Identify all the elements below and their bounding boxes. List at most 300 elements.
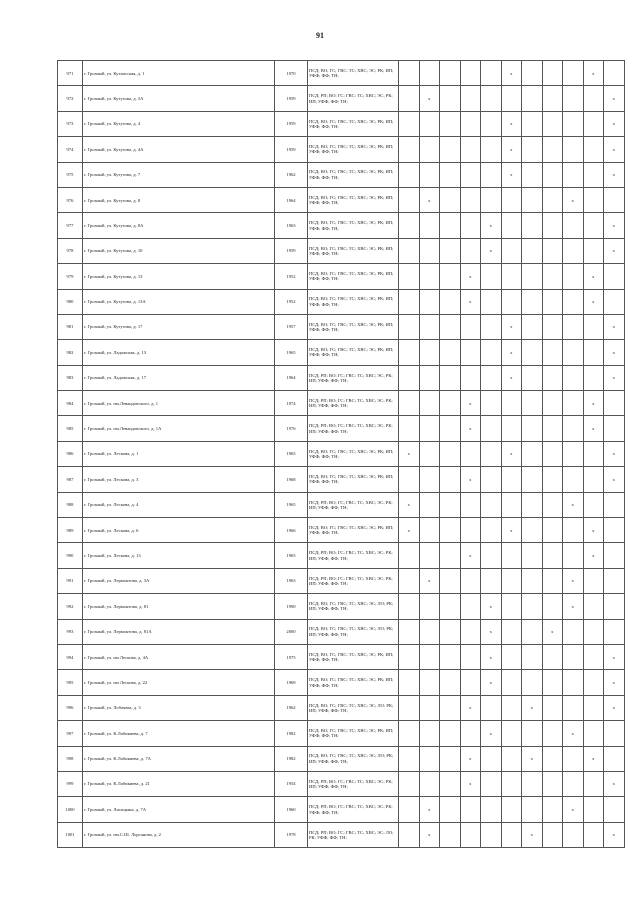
mark-cell	[419, 619, 440, 644]
work-types-cell: ПСД; ВО; ГС; ГВС; ТС; ХВС; ЭС; РК; ИП; УФФ; ФФ; ТН;	[308, 670, 399, 695]
work-types-cell: ПСД; ВО; ГС; ГВС; ТС; ХВС; ЭС; ЛО; РК; ИП; УФФ; ФФ; ТН;	[308, 695, 399, 720]
mark-cell: x	[481, 644, 502, 669]
mark-cell: x	[460, 467, 481, 492]
year-built-cell: 1959	[275, 111, 308, 136]
address-cell: г. Грозный, ул. Ладожская, д. 13	[83, 340, 275, 365]
mark-cell	[522, 797, 543, 822]
work-types-cell: ПСД; ВО; ГС; ГВС; ТС; ХВС; ЭС; РК; ИП; УФФ; ФФ; ТН;	[308, 467, 399, 492]
mark-cell	[542, 213, 563, 238]
mark-cell	[542, 111, 563, 136]
work-types-cell: ПСД; РП; ВО; ГС; ГВС; ТС; ХВС; ЭС; РК; ИП; УФФ; ФФ; ТН;	[308, 568, 399, 593]
mark-cell	[604, 61, 625, 86]
mark-cell	[399, 340, 420, 365]
mark-cell: x	[501, 518, 522, 543]
mark-cell	[440, 86, 461, 111]
mark-cell: x	[460, 543, 481, 568]
mark-cell	[501, 721, 522, 746]
work-types-cell: ПСД; РП; ВО; ГС; ГВС; ТС; ХВС; ЭС; РК; ИП; УФФ; ФФ; ТН;	[308, 365, 399, 390]
mark-cell	[522, 162, 543, 187]
mark-cell	[501, 822, 522, 847]
year-built-cell: 1965	[275, 340, 308, 365]
mark-cell	[440, 492, 461, 517]
mark-cell	[440, 518, 461, 543]
mark-cell: x	[583, 518, 604, 543]
year-built-cell: 1952	[275, 289, 308, 314]
mark-cell	[501, 543, 522, 568]
mark-cell	[440, 695, 461, 720]
work-types-cell: ПСД; ВО; ГС; ГВС; ТС; ХВС; ЭС; РК; ИП; УФФ; ФФ; ТН;	[308, 441, 399, 466]
mark-cell	[501, 619, 522, 644]
mark-cell	[399, 137, 420, 162]
mark-cell	[399, 467, 420, 492]
mark-cell	[501, 568, 522, 593]
year-built-cell: 1965	[275, 441, 308, 466]
row-number-cell: 996	[58, 695, 83, 720]
mark-cell	[481, 518, 502, 543]
mark-cell	[604, 492, 625, 517]
mark-cell: x	[604, 137, 625, 162]
mark-cell	[583, 619, 604, 644]
mark-cell	[542, 492, 563, 517]
mark-cell	[419, 644, 440, 669]
mark-cell: x	[604, 365, 625, 390]
mark-cell: x	[604, 695, 625, 720]
mark-cell	[583, 86, 604, 111]
mark-cell	[542, 238, 563, 263]
mark-cell	[460, 568, 481, 593]
mark-cell	[481, 797, 502, 822]
table-row	[58, 594, 625, 619]
mark-cell	[522, 187, 543, 212]
mark-cell	[604, 568, 625, 593]
mark-cell	[583, 340, 604, 365]
mark-cell	[481, 441, 502, 466]
mark-cell	[399, 619, 420, 644]
mark-cell	[419, 492, 440, 517]
mark-cell	[604, 416, 625, 441]
mark-cell	[399, 187, 420, 212]
mark-cell	[399, 695, 420, 720]
mark-cell	[460, 61, 481, 86]
mark-cell	[604, 289, 625, 314]
mark-cell	[399, 213, 420, 238]
mark-cell	[522, 543, 543, 568]
mark-cell	[460, 518, 481, 543]
mark-cell	[399, 797, 420, 822]
mark-cell	[563, 746, 584, 771]
mark-cell	[542, 340, 563, 365]
mark-cell	[583, 771, 604, 796]
mark-cell	[583, 695, 604, 720]
year-built-cell: 1982	[275, 721, 308, 746]
mark-cell	[440, 670, 461, 695]
mark-cell: x	[501, 441, 522, 466]
work-types-cell: ПСД; ВО; ГС; ГВС; ТС; ХВС; ЭС; РК; ИП; УФФ; ФФ; ТН;	[308, 289, 399, 314]
mark-cell	[522, 518, 543, 543]
mark-cell	[419, 416, 440, 441]
mark-cell	[481, 568, 502, 593]
mark-cell	[460, 137, 481, 162]
mark-cell	[399, 822, 420, 847]
table-row	[58, 441, 625, 466]
mark-cell	[460, 619, 481, 644]
mark-cell: x	[399, 518, 420, 543]
mark-cell	[522, 568, 543, 593]
mark-cell	[440, 822, 461, 847]
mark-cell	[522, 238, 543, 263]
mark-cell	[460, 822, 481, 847]
mark-cell: x	[583, 543, 604, 568]
mark-cell	[563, 111, 584, 136]
mark-cell	[501, 771, 522, 796]
mark-cell	[440, 797, 461, 822]
row-number-cell: 991	[58, 568, 83, 593]
mark-cell: x	[583, 391, 604, 416]
mark-cell	[542, 86, 563, 111]
mark-cell: x	[563, 568, 584, 593]
mark-cell	[440, 162, 461, 187]
row-number-cell: 994	[58, 644, 83, 669]
mark-cell	[542, 289, 563, 314]
mark-cell: x	[583, 264, 604, 289]
table-row	[58, 213, 625, 238]
address-cell: г. Грозный, ул. Лескова, д. 1	[83, 441, 275, 466]
mark-cell: x	[419, 822, 440, 847]
mark-cell	[481, 365, 502, 390]
mark-cell: x	[604, 771, 625, 796]
table-row	[58, 289, 625, 314]
year-built-cell: 2000	[275, 619, 308, 644]
address-cell: г. Грозный, ул. Кутузова, д. 4	[83, 111, 275, 136]
work-types-cell: ПСД; РП; ВО; ГС; ГВС; ТС; ХВС; ЭС; ЛО; РК; УФФ; ФФ; ТН;	[308, 822, 399, 847]
table-row	[58, 518, 625, 543]
mark-cell	[440, 771, 461, 796]
address-cell: г. Грозный, ул. им.Левандовского, д. 1А	[83, 416, 275, 441]
address-cell: г. Грозный, ул. Кутузова, д. 10	[83, 238, 275, 263]
registry-table-body	[58, 61, 625, 848]
mark-cell	[542, 162, 563, 187]
mark-cell: x	[563, 187, 584, 212]
mark-cell	[481, 492, 502, 517]
mark-cell	[522, 314, 543, 339]
mark-cell: x	[604, 644, 625, 669]
mark-cell	[583, 644, 604, 669]
mark-cell	[583, 365, 604, 390]
row-number-cell: 998	[58, 746, 83, 771]
mark-cell	[440, 746, 461, 771]
mark-cell	[563, 391, 584, 416]
mark-cell	[522, 340, 543, 365]
mark-cell: x	[604, 86, 625, 111]
mark-cell	[563, 162, 584, 187]
mark-cell	[501, 391, 522, 416]
mark-cell	[440, 543, 461, 568]
mark-cell: x	[563, 594, 584, 619]
mark-cell	[481, 162, 502, 187]
mark-cell: x	[460, 416, 481, 441]
year-built-cell: 1952	[275, 264, 308, 289]
mark-cell	[583, 721, 604, 746]
mark-cell	[419, 695, 440, 720]
address-cell: г. Грозный, ул. Лескова, д. 13	[83, 543, 275, 568]
mark-cell: x	[419, 187, 440, 212]
mark-cell	[542, 670, 563, 695]
mark-cell: x	[501, 340, 522, 365]
mark-cell	[399, 365, 420, 390]
mark-cell	[583, 797, 604, 822]
work-types-cell: ПСД; ВО; ГС; ГВС; ТС; ХВС; ЭС; РК; ИП; УФФ; ФФ; ТН;	[308, 61, 399, 86]
mark-cell	[563, 61, 584, 86]
mark-cell: x	[604, 238, 625, 263]
table-row	[58, 822, 625, 847]
mark-cell	[501, 594, 522, 619]
mark-cell	[604, 746, 625, 771]
mark-cell: x	[522, 822, 543, 847]
row-number-cell: 983	[58, 365, 83, 390]
table-row	[58, 467, 625, 492]
mark-cell	[460, 111, 481, 136]
mark-cell: x	[501, 314, 522, 339]
row-number-cell: 986	[58, 441, 83, 466]
mark-cell	[399, 111, 420, 136]
address-cell: г. Грозный, ул. Кутузова, д. 8А	[83, 213, 275, 238]
row-number-cell: 978	[58, 238, 83, 263]
year-built-cell: 1978	[275, 822, 308, 847]
mark-cell	[563, 416, 584, 441]
mark-cell	[440, 416, 461, 441]
year-built-cell: 1969	[275, 670, 308, 695]
year-built-cell: 1965	[275, 543, 308, 568]
mark-cell	[563, 314, 584, 339]
mark-cell	[604, 797, 625, 822]
mark-cell	[399, 416, 420, 441]
mark-cell	[604, 264, 625, 289]
row-number-cell: 974	[58, 137, 83, 162]
mark-cell	[460, 721, 481, 746]
mark-cell	[501, 746, 522, 771]
address-cell: г. Грозный, ул. Лобачева, д. 3	[83, 695, 275, 720]
mark-cell	[542, 797, 563, 822]
mark-cell	[460, 86, 481, 111]
address-cell: г. Грозный, ул. Кутузова, д. 13А	[83, 289, 275, 314]
mark-cell	[563, 771, 584, 796]
table-row	[58, 746, 625, 771]
mark-cell	[481, 264, 502, 289]
mark-cell	[563, 619, 584, 644]
year-built-cell: 1959	[275, 238, 308, 263]
address-cell: г. Грозный, ул. Лескова, д. 3	[83, 467, 275, 492]
table-row	[58, 619, 625, 644]
address-cell: г. Грозный, ул. Кутузова, д. 13	[83, 264, 275, 289]
mark-cell	[481, 467, 502, 492]
mark-cell: x	[604, 111, 625, 136]
mark-cell	[583, 594, 604, 619]
mark-cell: x	[522, 746, 543, 771]
mark-cell: x	[604, 314, 625, 339]
mark-cell	[501, 670, 522, 695]
mark-cell	[419, 264, 440, 289]
mark-cell: x	[501, 61, 522, 86]
address-cell: г. Грозный, ул. Лермонтова, д. 81А	[83, 619, 275, 644]
mark-cell	[604, 187, 625, 212]
year-built-cell: 1959	[275, 137, 308, 162]
address-cell: г. Грозный, ул. Ладожская, д. 17	[83, 365, 275, 390]
year-built-cell: 1960	[275, 797, 308, 822]
mark-cell: x	[460, 289, 481, 314]
year-built-cell: 1966	[275, 518, 308, 543]
mark-cell	[440, 111, 461, 136]
row-number-cell: 979	[58, 264, 83, 289]
mark-cell	[583, 467, 604, 492]
mark-cell	[542, 822, 563, 847]
mark-cell	[440, 238, 461, 263]
work-types-cell: ПСД; ВО; ГС; ГВС; ТС; ХВС; ЭС; РК; ИП; УФФ; ФФ; ТН;	[308, 721, 399, 746]
mark-cell: x	[542, 619, 563, 644]
mark-cell	[522, 289, 543, 314]
mark-cell: x	[563, 492, 584, 517]
mark-cell	[542, 61, 563, 86]
mark-cell: x	[419, 797, 440, 822]
mark-cell	[501, 644, 522, 669]
mark-cell	[583, 314, 604, 339]
mark-cell: x	[522, 695, 543, 720]
mark-cell	[522, 86, 543, 111]
work-types-cell: ПСД; ВО; ГС; ГВС; ТС; ХВС; ЭС; РК; ИП; УФФ; ФФ; ТН;	[308, 162, 399, 187]
mark-cell	[583, 137, 604, 162]
mark-cell	[501, 797, 522, 822]
mark-cell: x	[399, 492, 420, 517]
mark-cell	[419, 314, 440, 339]
mark-cell	[583, 187, 604, 212]
mark-cell: x	[583, 416, 604, 441]
mark-cell	[522, 721, 543, 746]
mark-cell	[419, 670, 440, 695]
mark-cell	[522, 213, 543, 238]
year-built-cell: 1954	[275, 771, 308, 796]
mark-cell	[522, 619, 543, 644]
work-types-cell: ПСД; РП; ВО; ГС; ГВС; ТС; ХВС; ЭС; РК; ИП; УФФ; ФФ; ТН;	[308, 391, 399, 416]
row-number-cell: 976	[58, 187, 83, 212]
mark-cell	[419, 543, 440, 568]
mark-cell	[583, 111, 604, 136]
mark-cell	[542, 314, 563, 339]
table-row	[58, 492, 625, 517]
mark-cell	[563, 213, 584, 238]
mark-cell	[542, 365, 563, 390]
year-built-cell: 1957	[275, 314, 308, 339]
row-number-cell: 980	[58, 289, 83, 314]
mark-cell	[522, 441, 543, 466]
mark-cell	[419, 467, 440, 492]
mark-cell	[522, 467, 543, 492]
mark-cell	[399, 721, 420, 746]
mark-cell	[419, 721, 440, 746]
row-number-cell: 977	[58, 213, 83, 238]
table-row	[58, 644, 625, 669]
mark-cell	[501, 492, 522, 517]
mark-cell	[481, 111, 502, 136]
table-row	[58, 771, 625, 796]
housing-registry-table	[57, 60, 625, 848]
work-types-cell: ПСД; ВО; ГС; ГВС; ТС; ХВС; ЭС; РК; ИП; УФФ; ФФ; ТН;	[308, 518, 399, 543]
mark-cell	[542, 644, 563, 669]
address-cell: г. Грозный, ул. Кутузова, д. 3А	[83, 86, 275, 111]
work-types-cell: ПСД; РП; ВО; ГС; ГВС; ТС; ХВС; ЭС; РК; УФФ; ФФ; ТН;	[308, 797, 399, 822]
row-number-cell: 999	[58, 771, 83, 796]
mark-cell	[460, 162, 481, 187]
mark-cell	[583, 822, 604, 847]
mark-cell	[440, 594, 461, 619]
mark-cell	[419, 213, 440, 238]
mark-cell: x	[481, 594, 502, 619]
mark-cell	[481, 187, 502, 212]
year-built-cell: 1962	[275, 695, 308, 720]
mark-cell	[419, 289, 440, 314]
year-built-cell: 1982	[275, 746, 308, 771]
mark-cell	[522, 391, 543, 416]
mark-cell	[481, 289, 502, 314]
mark-cell	[460, 594, 481, 619]
row-number-cell: 992	[58, 594, 83, 619]
mark-cell	[399, 594, 420, 619]
mark-cell	[563, 467, 584, 492]
mark-cell	[542, 391, 563, 416]
mark-cell	[440, 568, 461, 593]
address-cell: г. Грозный, ул. К.Лабикиева, д. 21	[83, 771, 275, 796]
mark-cell: x	[563, 721, 584, 746]
table-row	[58, 111, 625, 136]
mark-cell	[440, 314, 461, 339]
mark-cell	[604, 619, 625, 644]
mark-cell	[399, 314, 420, 339]
year-built-cell: 1968	[275, 467, 308, 492]
mark-cell	[604, 391, 625, 416]
mark-cell	[604, 518, 625, 543]
mark-cell	[542, 137, 563, 162]
table-row	[58, 365, 625, 390]
mark-cell: x	[501, 111, 522, 136]
mark-cell	[481, 314, 502, 339]
mark-cell	[501, 86, 522, 111]
mark-cell	[542, 187, 563, 212]
mark-cell	[563, 670, 584, 695]
row-number-cell: 993	[58, 619, 83, 644]
work-types-cell: ПСД; ВО; ГС; ГВС; ТС; ХВС; ЭС; РК; ИП; УФФ; ФФ; ТН;	[308, 213, 399, 238]
table-row	[58, 314, 625, 339]
mark-cell: x	[460, 771, 481, 796]
mark-cell: x	[399, 441, 420, 466]
mark-cell: x	[481, 670, 502, 695]
table-row	[58, 543, 625, 568]
work-types-cell: ПСД; РП; ВО; ГС; ГВС; ТС; ХВС; ЭС; РК; ИП; УФФ; ФФ; ТН;	[308, 492, 399, 517]
mark-cell: x	[604, 467, 625, 492]
mark-cell	[522, 594, 543, 619]
mark-cell	[440, 187, 461, 212]
mark-cell	[542, 695, 563, 720]
mark-cell	[399, 238, 420, 263]
work-types-cell: ПСД; ВО; ГС; ГВС; ТС; ХВС; ЭС; ЛО; РК; ИП; УФФ; ФФ; ТН;	[308, 746, 399, 771]
row-number-cell: 982	[58, 340, 83, 365]
mark-cell	[460, 365, 481, 390]
mark-cell	[481, 340, 502, 365]
mark-cell	[419, 518, 440, 543]
row-number-cell: 971	[58, 61, 83, 86]
mark-cell	[501, 695, 522, 720]
mark-cell	[563, 238, 584, 263]
work-types-cell: ПСД; ВО; ГС; ГВС; ТС; ХВС; ЭС; РК; ИП; УФФ; ФФ; ТН;	[308, 137, 399, 162]
mark-cell	[481, 86, 502, 111]
mark-cell: x	[563, 797, 584, 822]
